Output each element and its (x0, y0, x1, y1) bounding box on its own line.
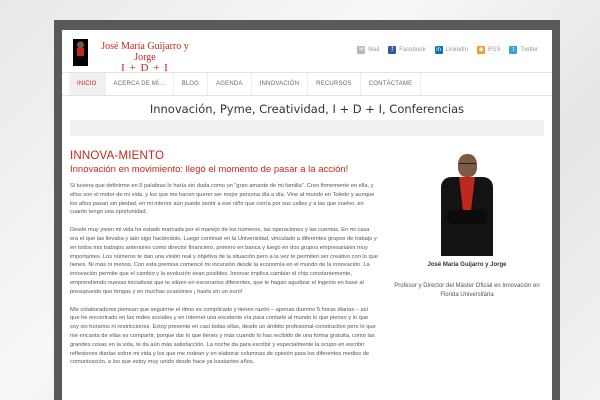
page-subtitle: Innovación en movimiento: llegó el momento de pasar a la acción! (70, 164, 349, 175)
logo-avatar[interactable] (73, 39, 88, 66)
social-link-twitter[interactable] (509, 46, 538, 54)
twitter-icon: t (509, 46, 517, 54)
social-link-label: Twitter (520, 47, 538, 53)
profile-photo (437, 150, 497, 256)
social-link-mail[interactable] (357, 46, 379, 54)
portrait-glasses (459, 163, 476, 166)
page (62, 30, 552, 400)
facebook-icon: f (388, 46, 396, 54)
site-title[interactable] (94, 41, 196, 74)
site-title-name[interactable]: José María Guijarro y Jorge (101, 41, 189, 63)
nav-item-4[interactable]: AGENDA (208, 73, 252, 95)
site-tagline: Innovación, Pyme, Creatividad, I + D + I, Conferencias (149, 102, 465, 116)
social-links (357, 46, 538, 54)
main-content (70, 150, 378, 376)
main-nav (62, 72, 552, 96)
nav-item-2[interactable]: ACERCA DE MÍ... (106, 73, 174, 95)
mail-icon: ✉ (358, 47, 364, 53)
social-link-label: RSS (487, 47, 501, 53)
page-title: INNOVA-MIENTO (70, 150, 165, 162)
sidebar (387, 150, 547, 300)
paragraph-2: Desde muy joven mi vida ha estado marcada por el manejo de los números, las operaciones y las cuentas. En mi casa era el que las llevaba y aún sigo haciéndolo. Luego continué en la Universidad, vinculado a diferentes grupos de trabajo y en todos mis trabajos anteriores como director financiero, primero en banca y luego en dos grupos empresariales muy importantes. Los números te dan una visión real y objetiva de la situación pero a la vez te permiten ser creativo con lo que tienes. Ni más ni menos. Con esta premisa comencé mi incursión desde la economía en el mundo de la innovación. La innovación permite que el cambio y la evolución sean posibles. Innovar implica cambiar el chip constantemente, emprendiendo nuevas iniciativas que te sitúen en escenarios diferentes, que te hagan agudizar el ingenio en base al presupuesto que tengas y en muchas ocasiones ¡ hasta sin un euro! (70, 227, 378, 295)
paragraph-1: Si tuviera que definirme en 5 palabras lo haría sin duda como un “gran amante de mi familia”. Creo firmemente en ella, y ellos son el motor de mi vida, y los que me hacen querer ser mejor persona día a día. Vine al mundo en Toledo y aunque los años pasan sin piedad, en mi interior aún puedo sentir a ese niño que corría por sus calles y a las que vuelvo, en cuanto tengo una oportunidad. (70, 183, 375, 216)
social-link-label: Facebook (399, 47, 426, 53)
nav-item-6[interactable]: RECURSOS (308, 73, 361, 95)
nav-item-3[interactable]: BLOG (174, 73, 208, 95)
social-link-linkedin[interactable] (435, 46, 468, 54)
divider-band (70, 120, 544, 136)
site-header (62, 30, 552, 74)
social-link-rss[interactable] (477, 46, 500, 54)
rss-icon: ◉ (478, 47, 484, 53)
social-link-label: Linkedin (445, 47, 468, 53)
social-link-facebook[interactable] (388, 46, 425, 54)
profile-role: Profesor y Director del Máster Oficial en Innovación en Florida Universitària (394, 283, 540, 298)
nav-item-7[interactable]: CONTÁCTAME (361, 73, 422, 95)
paragraph-3: Mis colaboradores piensan que seguirme el ritmo es complicado y tienen razón – apenas duermo 5 horas diarias – así que he encontrado en las redes sociales y en Internet una excelente vía para contarle al mundo lo que pienso y lo que soy sin horarios ni restricciones. Estoy presente en casi todas ellas, desde un ámbito profesional-constructivo pero lo que me encanta de ellas es compartir, porque dar lo que tienes y más cuando lo has recibido de una forma gratuita, como las grandes cosas en la vida, te da aún más satisfacción. La noche da para escribir y especialmente la ocupo en escribir reflexiones diarias sobre mi vida y los que me rodean y en elaborar columnas de opinión para los diferentes medios de comunicación, a los que estoy muy unido desde hace ya bastantes años. (70, 306, 376, 366)
site-title-tagline[interactable]: I + D + I (121, 62, 169, 74)
nav-item-5[interactable]: INNOVACIÓN (252, 73, 309, 95)
portrait-arms (447, 210, 487, 224)
linkedin-icon: in (436, 47, 441, 53)
nav-item-1[interactable]: INICIO (69, 73, 106, 95)
social-link-label: Mail (368, 47, 380, 53)
profile-name: José María Guijarro y Jorge (427, 262, 507, 268)
